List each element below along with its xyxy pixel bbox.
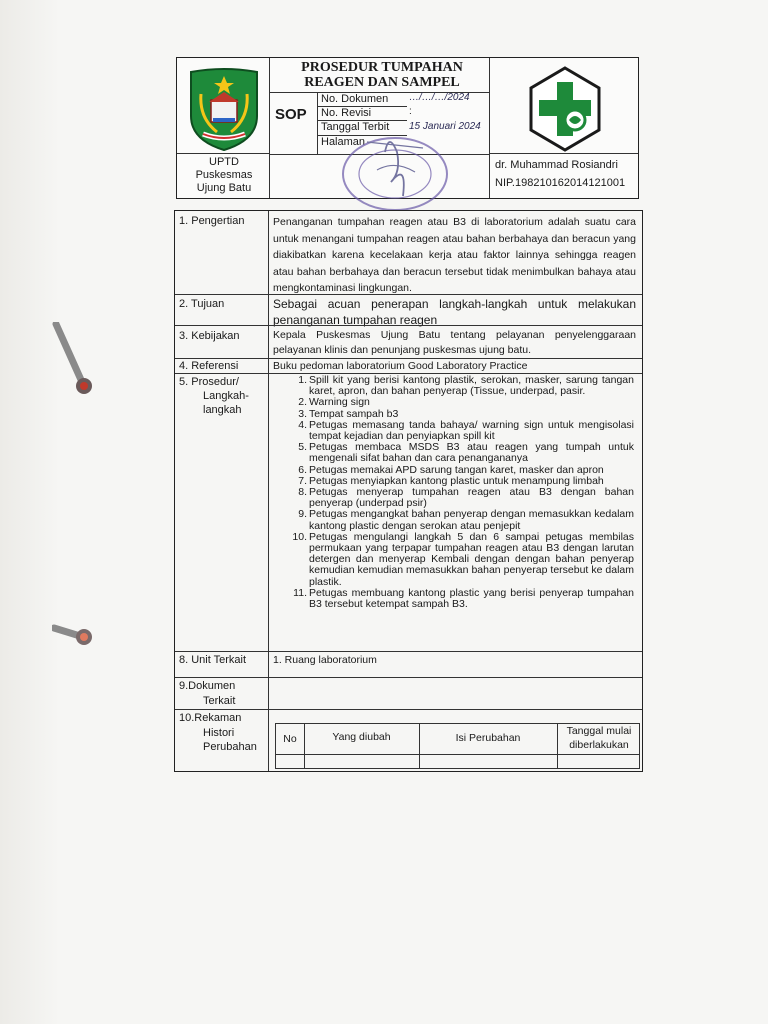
procedure-step-text: Spill kit yang berisi kantong plastik, serokan, masker, sarung tangan karet, apron, dan bahan penyerap (Tissue, underpad, pasir. bbox=[309, 374, 634, 398]
sop-content-table bbox=[174, 210, 643, 772]
procedure-step: 10. Petugas mengulangi langkah 5 dan 6 sampai petugas membilas permukaan yang terpapar tumpahan reagen atau B3 dengan larutan detergen dan menyerap Kembali dengan dengan bahan penyerap kemudian kemudian memasukkan bahan penyerap tersebut ke dalam plastik. bbox=[292, 530, 634, 588]
regency-emblem-logo bbox=[187, 66, 261, 152]
row-divider bbox=[175, 325, 642, 326]
dokumen-terkait-label bbox=[179, 679, 235, 709]
procedure-step-text: Petugas mengangkat bahan penyerap dengan memasukkan kedalam kantong plastic dengan serokan atau penjepit bbox=[309, 508, 634, 532]
pengertian-label: 1. Pengertian bbox=[179, 215, 245, 227]
procedure-step-text: Petugas menyerap tumpahan reagen atau B3 dengan bahan penyerap (underpad psir) bbox=[309, 486, 634, 510]
pengertian-text: Penanganan tumpahan reagen atau B3 di laboratorium adalah suatu cara untuk menangani tumpahan reagen atau bahan berbahaya dan beracun yang diakibatkan karena kecelakaan kerja atau faktor lainnya sehingga reagen atau bahan berbahaya dan beracun tersebut tidak menimbulkan bahaya atau mengkontaminasi lingkungan. bbox=[273, 216, 636, 294]
health-cross-logo bbox=[527, 66, 603, 152]
dokumen-label-line: 9.Dokumen bbox=[179, 680, 236, 692]
procedure-step: 3. Tempat sampah b3 bbox=[298, 407, 399, 420]
org-line: Puskesmas bbox=[195, 169, 253, 181]
binder-clip-icon bbox=[52, 322, 98, 402]
document-number-value: …/…/…/2024 bbox=[409, 92, 470, 103]
rekaman-label-line: 10.Rekaman bbox=[179, 712, 242, 724]
history-header-content: Isi Perubahan bbox=[455, 732, 521, 744]
referensi-label: 4. Referensi bbox=[179, 360, 239, 372]
history-header-effective-date: Tanggal mulai diberlakukan bbox=[566, 725, 632, 751]
dokumen-label-line: Terkait bbox=[203, 695, 236, 707]
unit-terkait-text: 1. Ruang laboratorium bbox=[273, 654, 377, 666]
divider bbox=[317, 92, 318, 154]
divider bbox=[489, 153, 638, 154]
organization-name bbox=[179, 156, 269, 195]
procedure-step: 2. Warning sign bbox=[298, 396, 370, 409]
divider bbox=[177, 153, 269, 154]
page-label: Halaman bbox=[321, 136, 366, 148]
procedure-steps-list bbox=[273, 375, 634, 610]
procedure-step-text: Petugas membaca MSDS B3 atau reagen yang tumpah untuk mengenali sifat bahan dan cara penangananya bbox=[309, 441, 634, 465]
referensi-text: Buku pedoman laboratorium Good Laboratory Practice bbox=[273, 360, 528, 372]
prosedur-label bbox=[179, 375, 249, 417]
background-edge bbox=[0, 0, 60, 1024]
org-line: Ujung Batu bbox=[196, 182, 252, 194]
procedure-step: 1. Spill kit yang berisi kantong plastik, serokan, masker, sarung tangan karet, apron, dan bahan penyerap (Tissue, underpad, pasir. bbox=[298, 374, 634, 398]
sop-label: SOP bbox=[275, 106, 307, 123]
procedure-step-text: Petugas memakai APD sarung tangan karet, masker dan apron bbox=[309, 463, 604, 476]
row-divider bbox=[175, 677, 642, 678]
procedure-step: 4. Petugas memasang tanda bahaya/ warning sign untuk mengisolasi tempat kejadian dan penyiapkan spill kit bbox=[298, 418, 634, 443]
procedure-step: 5. Petugas membaca MSDS B3 atau reagen yang tumpah untuk mengenali sifat bahan dan cara penangananya bbox=[298, 441, 634, 465]
document-title: PROSEDUR TUMPAHAN REAGEN DAN SAMPEL bbox=[301, 60, 463, 90]
procedure-step: 7. Petugas menyiapkan kantong plastic untuk menampung limbah bbox=[298, 474, 604, 487]
procedure-step-text: Warning sign bbox=[309, 396, 370, 409]
procedure-step-text: Petugas menyiapkan kantong plastic untuk menampung limbah bbox=[309, 474, 604, 487]
column-divider bbox=[268, 211, 269, 771]
row-divider bbox=[276, 754, 639, 755]
document-number-label: No. Dokumen bbox=[321, 93, 389, 105]
issue-date-label: Tanggal Terbit bbox=[321, 121, 390, 133]
issue-date-value: 15 Januari 2024 bbox=[409, 121, 481, 132]
revision-label: No. Revisi bbox=[321, 107, 372, 119]
org-line: UPTD bbox=[209, 156, 239, 168]
signatory bbox=[495, 156, 625, 192]
procedure-step: 6. Petugas memakai APD sarung tangan karet, masker dan apron bbox=[298, 463, 604, 476]
procedure-step-text: Petugas memasang tanda bahaya/ warning sign untuk mengisolasi tempat kejadian dan penyiapkan spill kit bbox=[309, 418, 634, 443]
tujuan-label: 2. Tujuan bbox=[179, 298, 225, 310]
procedure-step: 9. Petugas mengangkat bahan penyerap dengan memasukkan kedalam kantong plastic dengan serokan atau penjepit bbox=[298, 508, 634, 532]
revision-value: : bbox=[409, 106, 412, 117]
sop-header bbox=[176, 57, 639, 199]
prosedur-label-line: Langkah- bbox=[203, 390, 249, 402]
signatory-name: dr. Muhammad Rosiandri bbox=[495, 159, 618, 171]
tujuan-text: Sebagai acuan penerapan langkah-langkah untuk melakukan penanganan tumpahan reagen bbox=[273, 297, 636, 327]
prosedur-label-line: 5. Prosedur/ bbox=[179, 376, 239, 388]
row-divider bbox=[175, 651, 642, 652]
row-divider bbox=[175, 294, 642, 295]
history-header-no: No bbox=[283, 733, 297, 745]
binder-clip-icon bbox=[52, 620, 98, 650]
procedure-step: 11. Petugas membuang kantong plastic yang berisi penyerap tumpahan B3 tersebut ketempat sampah B3. bbox=[293, 586, 634, 611]
history-header-changed: Yang diubah bbox=[332, 731, 391, 743]
kebijakan-text: Kepala Puskesmas Ujung Batu tentang pelayanan penyelenggaraan pelayanan klinis dan penunjang puskesmas ujung batu. bbox=[273, 329, 636, 356]
rekaman-label-line: Histori bbox=[203, 726, 235, 739]
unit-terkait-label: 8. Unit Terkait bbox=[179, 654, 247, 666]
procedure-step-text: Petugas membuang kantong plastic yang berisi penyerap tumpahan B3 tersebut ketempat sampah B3. bbox=[309, 586, 634, 611]
procedure-step: 8. Petugas menyerap tumpahan reagen atau B3 dengan bahan penyerap (underpad psir) bbox=[298, 486, 634, 510]
revision-history-table bbox=[275, 723, 640, 769]
prosedur-label-line: langkah bbox=[203, 404, 242, 416]
rekaman-label-line: Perubahan bbox=[203, 741, 257, 753]
signatory-nip: NIP.198210162014121001 bbox=[495, 177, 626, 189]
rekaman-label bbox=[179, 711, 257, 755]
official-stamp-seal bbox=[337, 122, 451, 212]
kebijakan-label: 3. Kebijakan bbox=[179, 330, 240, 342]
row-divider bbox=[175, 709, 642, 710]
divider bbox=[269, 58, 270, 198]
procedure-step-text: Petugas mengulangi langkah 5 dan 6 sampai petugas membilas permukaan yang terpapar tumpahan reagen atau B3 dengan larutan detergen dan menyerap Kembali dengan dengan bahan penyerap kemudian kemudian memasukkan bahan penyerap tersebut ke dalam plastik. bbox=[309, 530, 634, 588]
procedure-step-text: Tempat sampah b3 bbox=[309, 407, 399, 420]
